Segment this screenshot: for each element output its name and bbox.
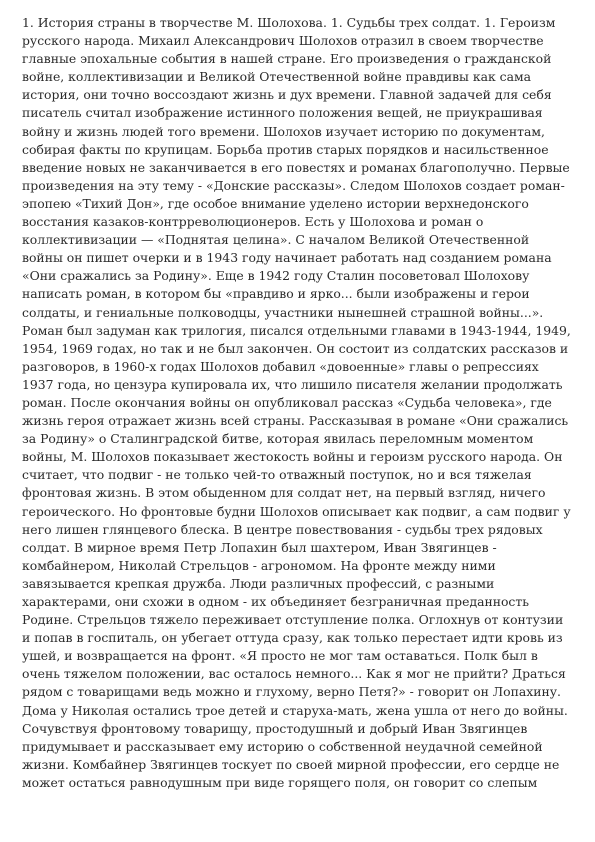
text-line: 1. История страны в творчестве М. Шолохова. 1. Судьбы трех солдат. 1. Героизм	[22, 15, 556, 30]
text-line: история, они точно воссоздают жизнь и дух времени. Главной задачей для себя	[22, 87, 552, 103]
text-line: коллективизации — «Поднятая целина». С началом Великой Отечественной	[22, 232, 530, 248]
text-line: 1954, 1969 годах, но так и не был закончен. Он состоит из солдатских рассказов и	[22, 340, 569, 356]
text-line: жизни. Комбайнер Звягинцев тоскует по своей мирной профессии, его сердце не	[22, 756, 560, 772]
text-line: жизнь героя отражает жизнь всей страны. Рассказывая в романе «Они сражались	[22, 413, 569, 429]
text-line: войне, коллективизации и Великой Отечественной войне правдивы как сама	[22, 69, 532, 85]
text-line: восстания казаков-контрреволюционеров. Есть у Шолохова и роман о	[22, 214, 484, 230]
text-line: введение новых не заканчивается в его повестях и романах благополучно. Первые	[22, 159, 570, 175]
text-line: характерами, они схожи в одном - их объединяет безграничная преданность	[22, 594, 529, 609]
text-line: разговоров, в 1960-х годах Шолохов добавил «довоенные» главы о репрессиях	[22, 358, 539, 374]
text-line: комбайнером, Николай Стрельцов - агрономом. На фронте между ними	[22, 557, 496, 573]
text-line: придумывает и рассказывает ему историю о собственной неудачной семейной	[22, 738, 543, 754]
text-line: считает, что подвиг - не только чей-то отважный поступок, но и вся тяжелая	[22, 467, 532, 483]
text-line: войну и жизнь людей того времени. Шолохов изучает историю по документам,	[22, 123, 545, 139]
text-line: за Родину» о Сталинградской битве, которая явилась переломным моментом	[22, 431, 534, 447]
text-line: ушей, и возвращается на фронт. «Я просто не мог там оставаться. Полк был в	[22, 648, 538, 664]
text-line: войны он пишет очерки и в 1943 году начинает работать над созданием романа	[22, 250, 552, 266]
text-line: завязывается крепкая дружба. Люди различных профессий, с разными	[22, 575, 495, 591]
text-line: Сочувствуя фронтовому товарищу, простодушный и добрый Иван Звягинцев	[22, 720, 528, 736]
text-line: солдат. В мирное время Петр Лопахин был шахтером, Иван Звягинцев -	[22, 539, 497, 555]
text-line: и попав в госпиталь, он убегает оттуда сразу, как только перестает идти кровь из	[22, 630, 563, 646]
text-line: 1937 года, но цензура купировала их, что лишило писателя желании продолжать	[22, 376, 563, 392]
text-line: Дома у Николая остались трое детей и старуха-мать, жена ушла от него до войны.	[22, 702, 568, 718]
text-line: Роман был задуман как трилогия, писался отдельными главами в 1943-1944, 1949,	[22, 322, 571, 338]
essay-text	[22, 14, 574, 792]
text-line: «Они сражались за Родину». Еще в 1942 году Сталин посоветовал Шолохову	[22, 268, 530, 284]
text-line: русского народа. Михаил Александрович Шолохов отразил в своем творчестве	[22, 33, 544, 49]
text-line: собирая факты по крупицам. Борьба против старых порядков и насильственное	[22, 141, 549, 157]
text-line: написать роман, в котором бы «правдиво и ярко... были изображены и герои	[22, 286, 530, 302]
text-line: солдаты, и гениальные полководцы, участники нынешней страшной войны...».	[22, 304, 544, 320]
text-line: главные эпохальные события в нашей стране. Его произведения о гражданской	[22, 51, 552, 67]
text-line: фронтовая жизнь. В этом обыденном для солдат нет, на первый взгляд, ничего	[22, 485, 546, 501]
text-line: роман. После окончания войны он опубликовал рассказ «Судьба человека», где	[22, 394, 552, 410]
text-line: героического. Но фронтовые будни Шолохов описывает как подвиг, а сам подвиг у	[22, 503, 571, 519]
text-line: писатель считал изображение истинного положения вещей, не приукрашивая	[22, 105, 543, 121]
text-line: произведения на эту тему - «Донские рассказы». Следом Шолохов создает роман-	[22, 177, 565, 193]
text-line: рядом с товарищами ведь можно и глухому, верно Петя?» - говорит он Лопахину.	[22, 684, 561, 700]
text-line: может остаться равнодушным при виде горящего поля, он говорит со слепым	[22, 774, 538, 790]
text-line: него лишен глянцевого блеска. В центре повествования - судьбы трех рядовых	[22, 521, 543, 537]
text-line: Родине. Стрельцов тяжело переживает отступление полка. Оглохнув от контузии	[22, 612, 564, 628]
text-line: очень тяжелом положении, вас осталось немного... Как я мог не прийти? Драться	[22, 666, 566, 682]
text-line: эпопею «Тихий Дон», где особое внимание уделено истории верхнедонского	[22, 195, 529, 211]
text-line: войны, М. Шолохов показывает жестокость войны и героизм русского народа. Он	[22, 449, 563, 465]
